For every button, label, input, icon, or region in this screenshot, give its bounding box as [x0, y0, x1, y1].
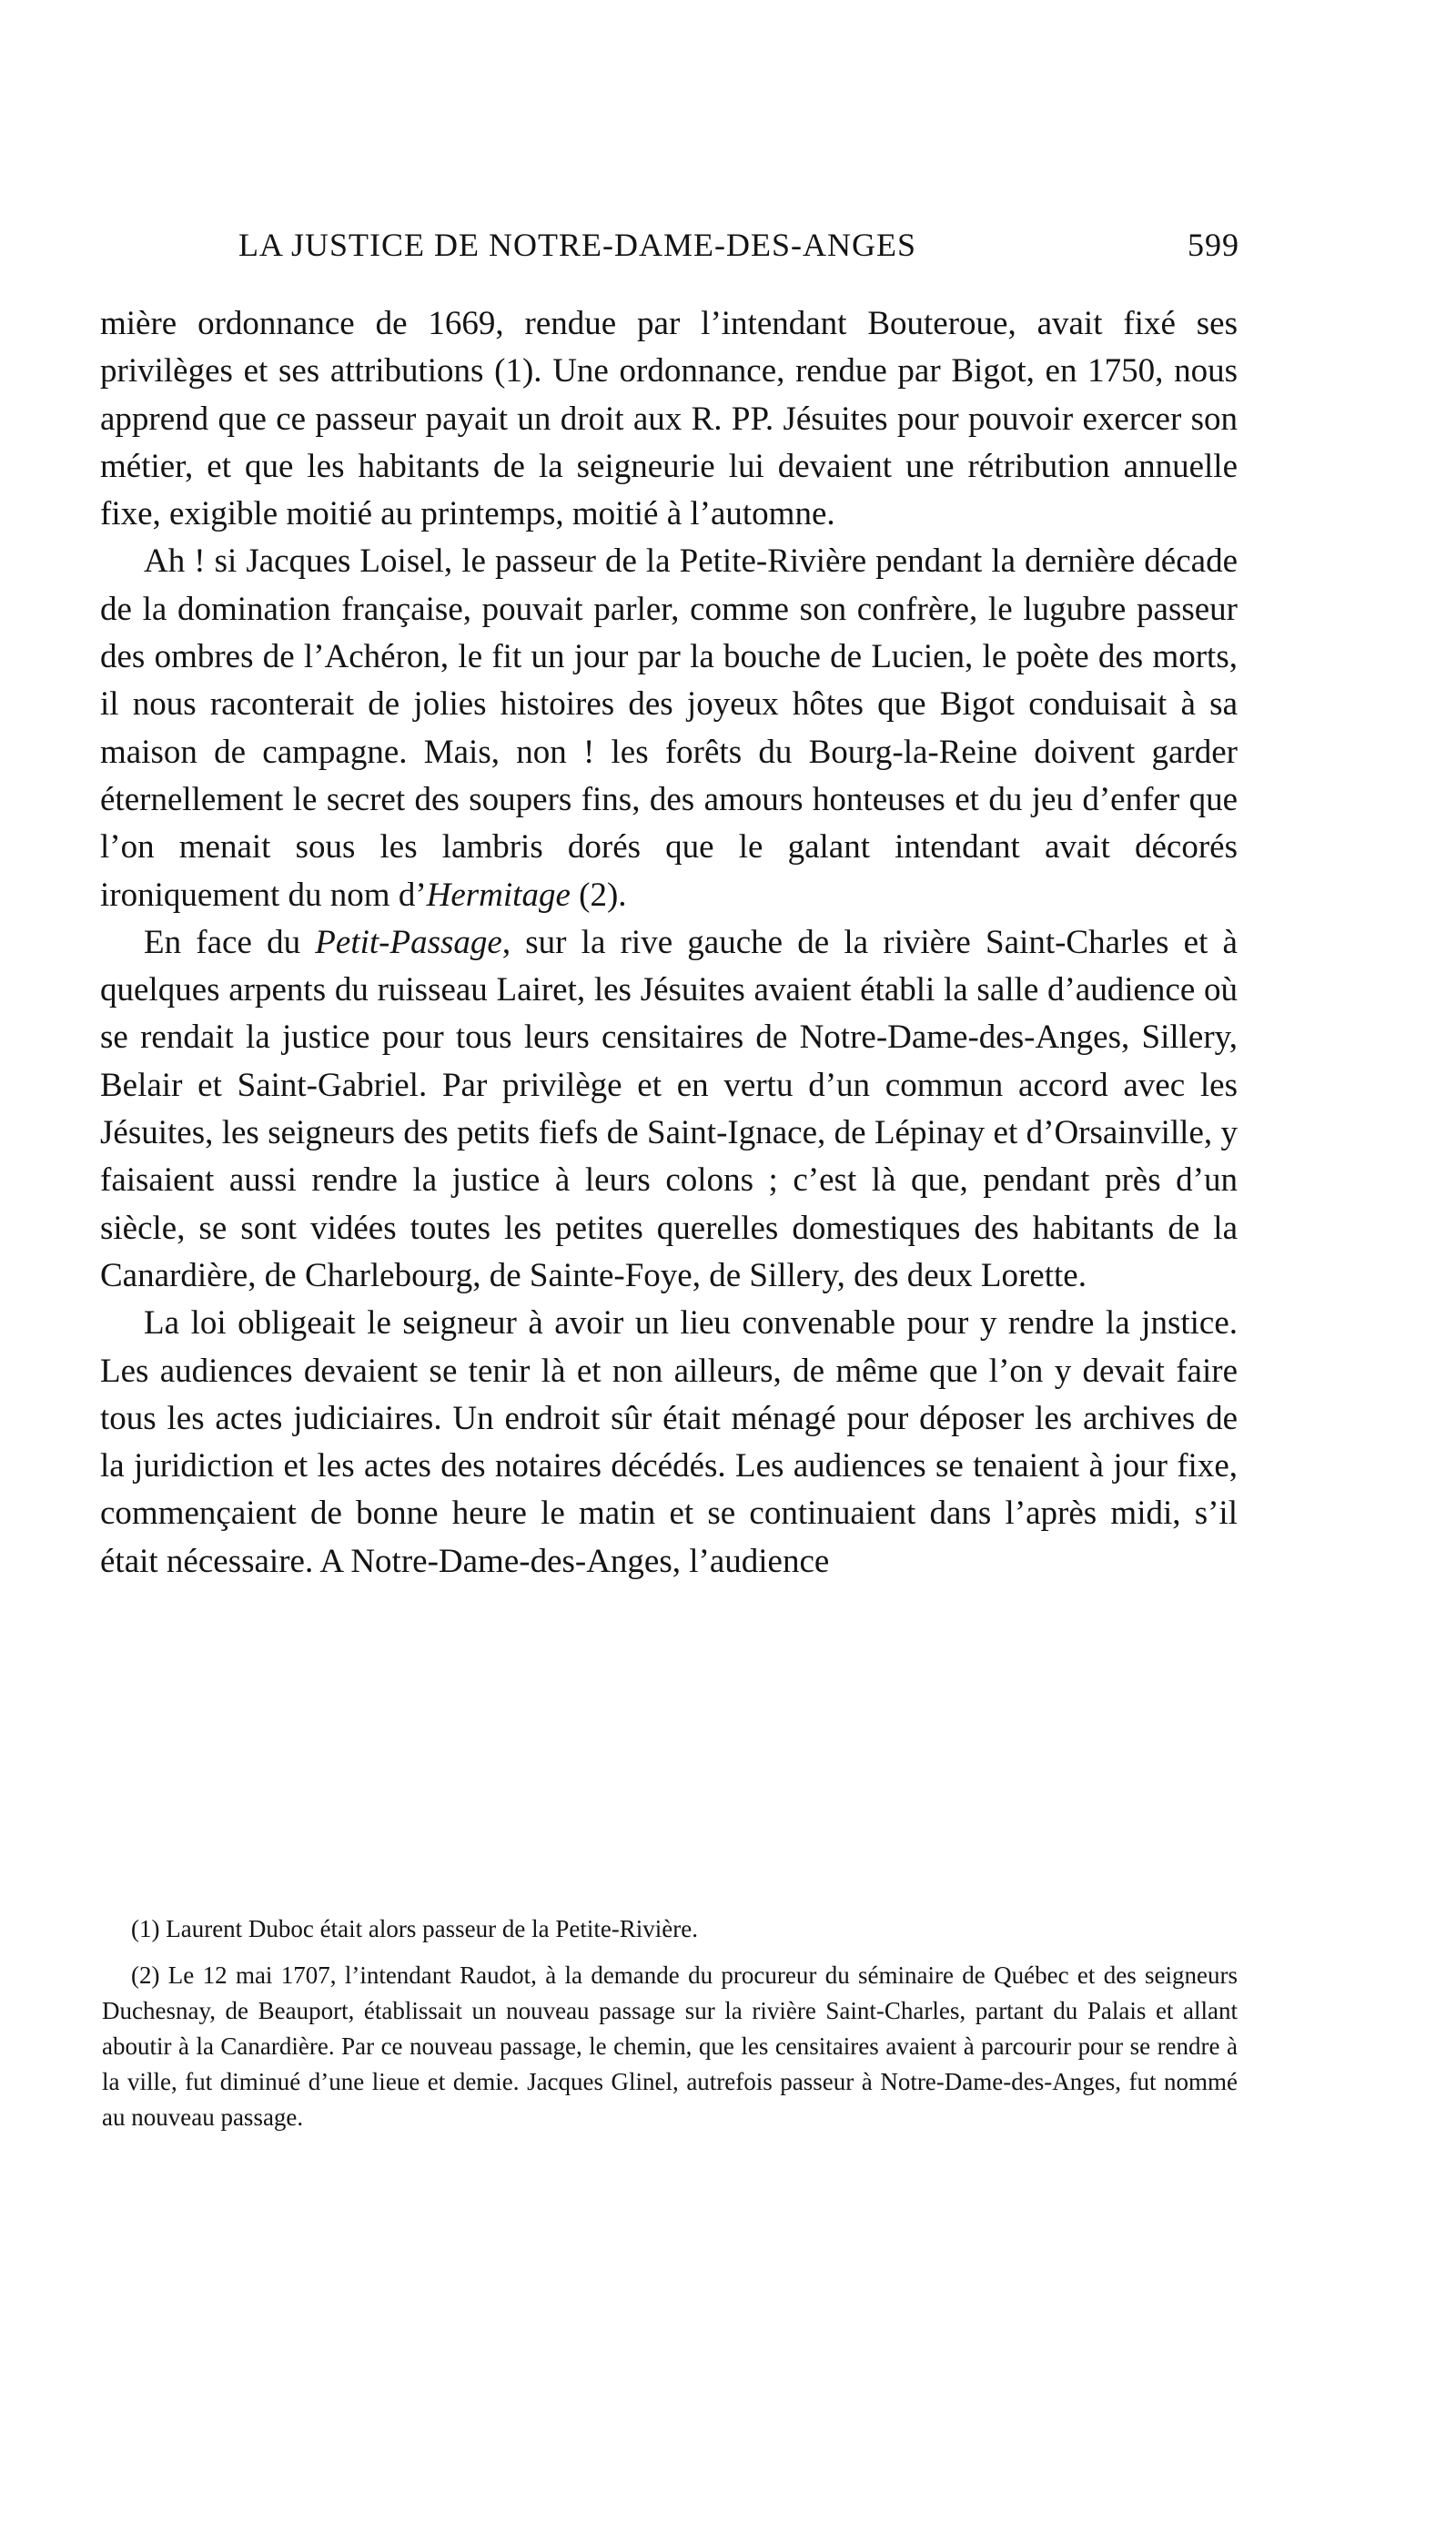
paragraph-text: Ah ! si Jacques Loisel, le passeur de la Petite-Rivière pendant la dernière décade de la domination française, pouvait parler, comme son confrère, le lugubre passeur des ombres de l’Achéron, le fit un jour par la bouche de Lucien, le poète des morts, il nous raconterait de jolies histoires des joyeux hôtes que Bigot conduisait à sa maison de campagne. Mais, non ! les forêts du Bourg-la-Reine doivent garder éternellement le secret des soupers fins, des amours honteuses et du jeu d’enfer que l’on menait sous les lambris dorés que le galant intendant avait décorés ironiquement du nom d’	[100, 542, 1238, 914]
footnote: (1) Laurent Duboc était alors passeur de la Petite-Rivière.	[131, 1915, 699, 1942]
footnote: (2) Le 12 mai 1707, l’intendant Raudot, à la demande du procureur du séminaire de Québec et des seigneurs Duchesnay, de Beauport, établissait un nouveau passage sur la rivière Saint-Charles, partant du Palais et allant aboutir à la Canardière. Par ce nouveau passage, le chemin, que les censitaires avaient à parcourir pour se rendre à la ville, fut diminué d’une lieue et demie. Jacques Glinel, autrefois passeur à Notre-Dame-des-Anges, fut nommé au nouveau passage.	[102, 1961, 1238, 2131]
paragraph-text: En face du	[144, 923, 316, 961]
italic-term: Petit-Passage	[315, 923, 502, 961]
body-text	[100, 300, 1238, 1586]
footnote-reference: (2).	[570, 876, 627, 914]
paragraph	[100, 538, 1238, 918]
page-number: 599	[1188, 227, 1239, 263]
footnotes	[102, 1911, 1238, 2146]
paragraph	[100, 1300, 1238, 1586]
paragraph	[100, 919, 1238, 1300]
paragraph-text: La loi obligeait le seigneur à avoir un lieu convenable pour y rendre la jnstice. Les audiences devaient se tenir là et non ailleurs, de même que l’on y devait faire tous les actes judiciaires. Un endroit sûr était ménagé pour déposer les archives de la juridiction et les actes des notaires décédés. Les audiences se tenaient à jour fixe, commençaient de bonne heure le matin et se continuaient dans l’après midi, s’il était nécessaire. A Notre-Dame-des-Anges, l’audience	[100, 1304, 1238, 1580]
italic-term: Hermitage	[426, 876, 571, 914]
paragraph-text: , sur la rive gauche de la rivière Saint-Charles et à quelques arpents du ruisseau Lairet, les Jésuites avaient établi la salle d’audience où se rendait la justice pour tous leurs censitaires de Notre-Dame-des-Anges, Sillery, Belair et Saint-Gabriel. Par privilège et en vertu d’un commun accord avec les Jésuites, les seigneurs des petits fiefs de Saint-Ignace, de Lépinay et d’Orsainville, y faisaient aussi rendre la justice à leurs colons ; c’est là que, pendant près d’un siècle, se sont vidées toutes les petites querelles domestiques des habitants de la Canardière, de Charlebourg, de Sainte-Foye, de Sillery, des deux Lorette.	[100, 923, 1238, 1294]
running-title: LA JUSTICE DE NOTRE-DAME-DES-ANGES	[238, 227, 916, 263]
paragraph-text: mière ordonnance de 1669, rendue par l’intendant Bouteroue, avait fixé ses privilèges et ses attributions (1). Une ordonnance, rendue par Bigot, en 1750, nous apprend que ce passeur payait un droit aux R. PP. Jésuites pour pouvoir exercer son métier, et que les habitants de la seigneurie lui devaient une rétribution annuelle fixe, exigible moitié au printemps, moitié à l’automne.	[100, 305, 1238, 533]
paragraph	[100, 300, 1238, 538]
running-header	[238, 226, 1239, 277]
